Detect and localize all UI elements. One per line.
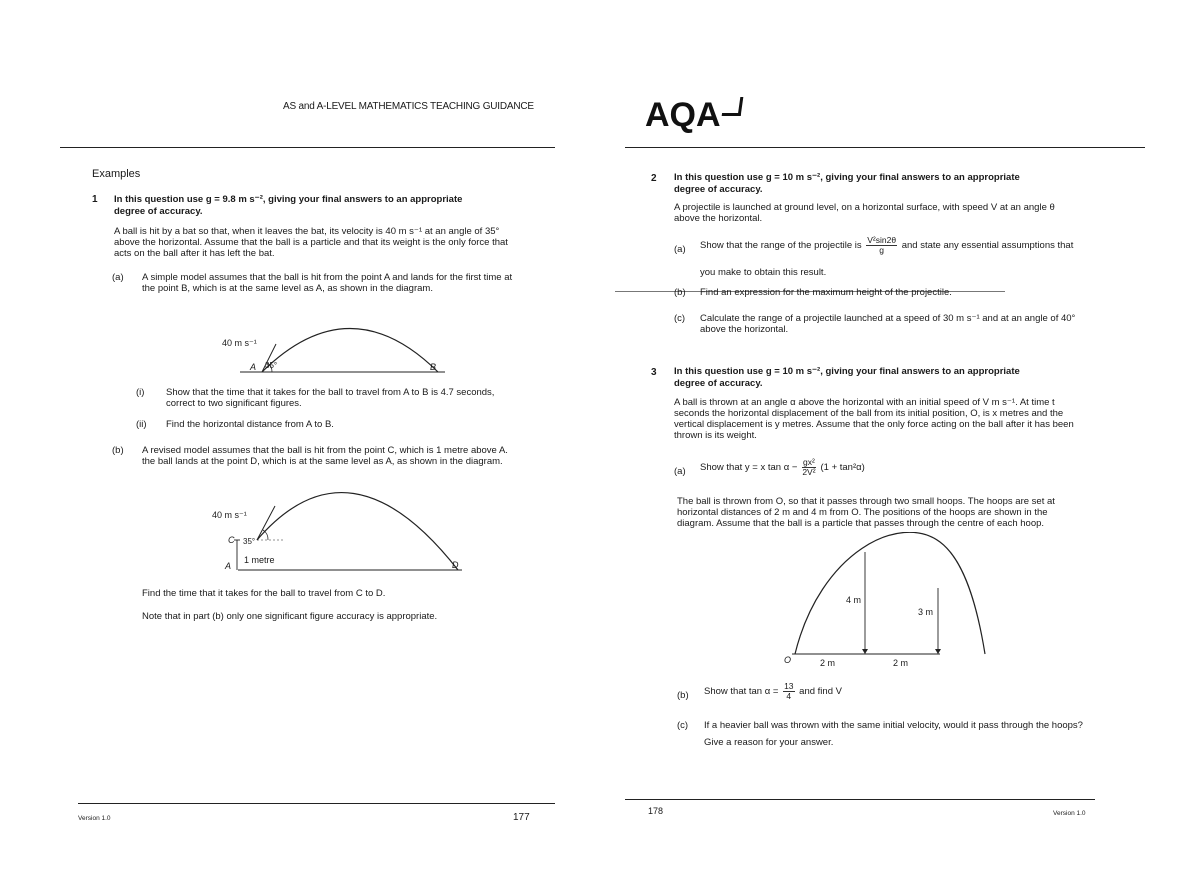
diagram1-point-b: B: [430, 362, 437, 372]
q3-body-line4: thrown is its weight.: [674, 430, 757, 441]
fraction-numerator: V²sin2θ: [867, 235, 897, 245]
q2-part-b-label: (b): [674, 287, 686, 298]
diagram1-speed-label: 40 m s⁻¹: [222, 338, 257, 348]
aqa-logo-mark-icon: [721, 97, 743, 116]
q1-intro-line1: In this question use g = 9.8 m s⁻², giving your final answers to an appropriate: [114, 194, 463, 205]
q3-part-b-pre: Show that tan α =: [704, 686, 779, 698]
header-rule: [625, 147, 1145, 148]
trajectory-curve: [262, 329, 438, 373]
q2-part-a-line2: you make to obtain this result.: [700, 267, 827, 278]
q2-part-a-post: and state any essential assumptions that: [901, 240, 1074, 252]
fraction-denominator: 4: [786, 691, 792, 701]
q1-part-a-label: (a): [112, 272, 124, 283]
fraction-numerator: gx²: [803, 457, 815, 467]
page-header-title: AS and A-LEVEL MATHEMATICS TEACHING GUIDANCE: [283, 101, 534, 112]
distance-label-2: 2 m: [893, 658, 909, 668]
diagram2-point-a: A: [225, 561, 232, 571]
diagram2-speed-label: 40 m s⁻¹: [212, 510, 247, 520]
q3-intro-line1: In this question use g = 10 m s⁻², giving your final answers to an appropriate: [674, 366, 1020, 377]
fraction-numerator: 13: [784, 681, 794, 691]
q3-part-b-fraction: [783, 682, 794, 701]
trajectory-curve: [257, 493, 458, 570]
q1-part-b-line1: A revised model assumes that the ball is hit from the point C, which is 1 metre above A.: [142, 445, 508, 456]
section-title: Examples: [92, 168, 141, 180]
q3-part-c-line1: If a heavier ball was thrown with the same initial velocity, would it pass through the hoops?: [704, 720, 1083, 731]
trajectory-diagram-cd: [200, 470, 475, 580]
q3-part-a-line: [700, 458, 865, 477]
q3-part-c-line2: Give a reason for your answer.: [704, 737, 834, 748]
footer-page-number: 178: [648, 806, 664, 816]
q3-part-a-post: (1 + tan²α): [820, 462, 865, 474]
q3-body-line3: vertical displacement is y metres. Assume that the only force acting on the ball after it has been: [674, 419, 1074, 430]
q3-body-line2: seconds the horizontal displacement of the ball from its initial position, O, is x metres and the: [674, 408, 1064, 419]
trajectory-diagram-ab: [210, 300, 470, 380]
hoop1-height-label: 4 m: [846, 595, 862, 605]
q3-hoop-line3: diagram. Assume that the ball is a particle that passes through the centre of each hoop.: [677, 518, 1045, 529]
q3-intro-line2: degree of accuracy.: [674, 378, 763, 389]
diagram2-angle-label: 35°: [243, 537, 256, 546]
question-number-1: 1: [92, 194, 98, 205]
velocity-arrow: [257, 506, 275, 540]
fraction-denominator: g: [879, 245, 885, 255]
q3-hoop-line1: The ball is thrown from O, so that it passes through two small hoops. The hoops are set at: [677, 496, 1055, 507]
q3-part-b-label: (b): [677, 690, 689, 701]
q3-part-b-line: [704, 682, 842, 701]
q1-intro-line2: degree of accuracy.: [114, 206, 203, 217]
right-page: [600, 0, 1200, 873]
footer-version: Version 1.0: [1053, 810, 1086, 817]
q2-part-a-line1: [700, 236, 1073, 255]
q1-part-i-line2: correct to two significant figures.: [166, 398, 302, 409]
q1-part-a-line1: A simple model assumes that the ball is hit from the point A and lands for the first time at: [142, 272, 513, 283]
q3-part-c-label: (c): [677, 720, 689, 731]
q2-part-a-fraction: [866, 236, 897, 255]
q1-body-line2: above the horizontal. Assume that the ball is a particle and that its weight is the only force that: [114, 237, 508, 248]
q1-part-b-find: Find the time that it takes for the ball to travel from C to D.: [142, 588, 386, 599]
header-rule: [60, 147, 555, 148]
q2-intro-line1: In this question use g = 10 m s⁻², giving your final answers to an appropriate: [674, 172, 1020, 183]
q3-part-a-label: (a): [674, 466, 686, 477]
q2-part-a-label: (a): [674, 244, 686, 255]
q2-part-b-text: Find an expression for the maximum height of the projectile.: [700, 287, 952, 298]
q2-intro-line2: degree of accuracy.: [674, 184, 763, 195]
hoop2-height-label: 3 m: [918, 607, 934, 617]
trajectory-curve: [795, 532, 985, 654]
q3-part-a-fraction: [802, 458, 816, 477]
q1-part-b-label: (b): [112, 445, 124, 456]
q1-part-a-line2: the point B, which is at the same level as A, as shown in the diagram.: [142, 283, 433, 294]
q1-body-line1: A ball is hit by a bat so that, when it leaves the bat, its velocity is 40 m s⁻¹ at an angle of 35°: [114, 226, 500, 237]
q1-part-b-note: Note that in part (b) only one significant figure accuracy is appropriate.: [142, 611, 438, 622]
fraction-denominator: 2V²: [802, 467, 816, 477]
aqa-logo-text: AQA: [645, 96, 721, 134]
q2-part-a-pre: Show that the range of the projectile is: [700, 240, 862, 252]
q2-part-c-line1: Calculate the range of a projectile launched at a speed of 30 m s⁻¹ and at an angle of 40°: [700, 313, 1076, 324]
diagram1-angle-label: 35°: [265, 361, 278, 370]
distance-label-1: 2 m: [820, 658, 836, 668]
q1-part-ii-text: Find the horizontal distance from A to B.: [166, 419, 334, 430]
question-number-3: 3: [651, 367, 657, 378]
footer-rule: [625, 799, 1095, 800]
q2-body-line2: above the horizontal.: [674, 213, 763, 224]
q3-part-b-post: and find V: [799, 686, 842, 698]
hoops-diagram: [780, 532, 1000, 672]
diagram2-point-c: C: [228, 535, 235, 545]
footer-version: Version 1.0: [78, 815, 111, 822]
q1-body-line3: acts on the ball after it has left the bat.: [114, 248, 275, 259]
diagram2-point-d: D: [452, 560, 459, 570]
question-number-2: 2: [651, 173, 657, 184]
q2-part-c-label: (c): [674, 313, 686, 324]
q1-part-b-line2: the ball lands at the point D, which is at the same level as A, as shown in the diagram.: [142, 456, 503, 467]
aqa-logo: [645, 96, 742, 135]
q2-part-c-line2: above the horizontal.: [700, 324, 789, 335]
q3-hoop-line2: horizontal distances of 2 m and 4 m from O. The positions of the hoops are shown in the: [677, 507, 1048, 518]
q3-part-a-pre: Show that y = x tan α −: [700, 462, 798, 474]
diagram1-point-a: A: [250, 362, 257, 372]
diagram2-height-label: 1 metre: [244, 555, 275, 565]
footer-rule: [78, 803, 555, 804]
q2-body-line1: A projectile is launched at ground level, on a horizontal surface, with speed V at an angle θ: [674, 202, 1055, 213]
q1-part-i-label: (i): [136, 387, 145, 398]
q1-part-ii-label: (ii): [136, 419, 147, 430]
footer-page-number: 177: [513, 812, 530, 823]
diagram-origin-label: O: [784, 655, 792, 665]
q1-part-i-line1: Show that the time that it takes for the ball to travel from A to B is 4.7 seconds,: [166, 387, 495, 398]
q3-body-line1: A ball is thrown at an angle α above the horizontal with an initial speed of V m s⁻¹. At time t: [674, 397, 1055, 408]
